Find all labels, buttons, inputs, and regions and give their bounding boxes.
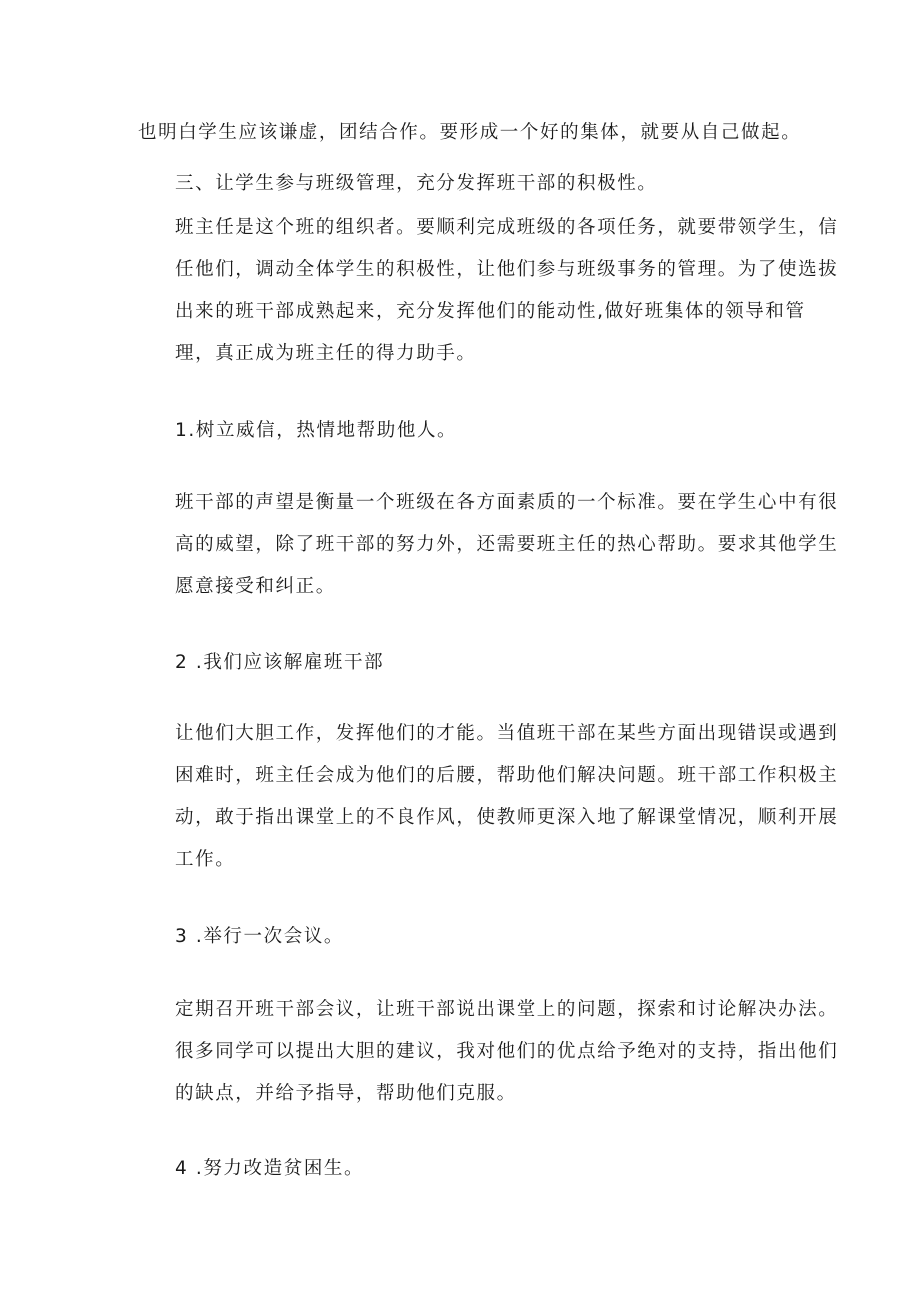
paragraph-2: 让他们大胆工作，发挥他们的才能。当值班干部在某些方面出现错误或遇到困难时，班主任会成为他们的后腰，帮助他们解决问题。班干部工作积极主动，敢于指出课堂上的不良作风，使教师更深入地了解课堂情况，顺利开展工作。 — [175, 723, 839, 870]
section-three-title: 三、让学生参与班级管理，充分发挥班干部的积极性。 — [175, 173, 658, 194]
heading-3: 3 .举行一次会议。 — [175, 926, 345, 947]
heading-4: 4 .努力改造贫困生。 — [175, 1158, 365, 1179]
paragraph-3: 定期召开班干部会议，让班干部说出课堂上的问题，探索和讨论解决办法。很多同学可以提出大胆的建议，我对他们的优点给予绝对的支持，指出他们的缺点，并给予指导，帮助他们克服。 — [175, 999, 839, 1104]
continuation-line: 也明白学生应该谦虚，团结合作。要形成一个好的集体，就要从自己做起。 — [138, 122, 802, 143]
heading-1: 1.树立威信，热情地帮助他人。 — [175, 420, 458, 441]
heading-2: 2 .我们应该解雇班干部 — [175, 652, 385, 673]
paragraph-teacher-role: 班主任是这个班的组织者。要顺利完成班级的各项任务，就要带领学生，信任他们，调动全体学生的积极性，让他们参与班级事务的管理。为了使选拔出来的班干部成熟起来，充分发挥他们的能动性,做好班集体的领导和管理，真正成为班主任的得力助手。 — [175, 217, 839, 364]
paragraph-1: 班干部的声望是衡量一个班级在各方面素质的一个标准。要在学生心中有很高的威望，除了班干部的努力外，还需要班主任的热心帮助。要求其他学生愿意接受和纠正。 — [175, 492, 839, 597]
